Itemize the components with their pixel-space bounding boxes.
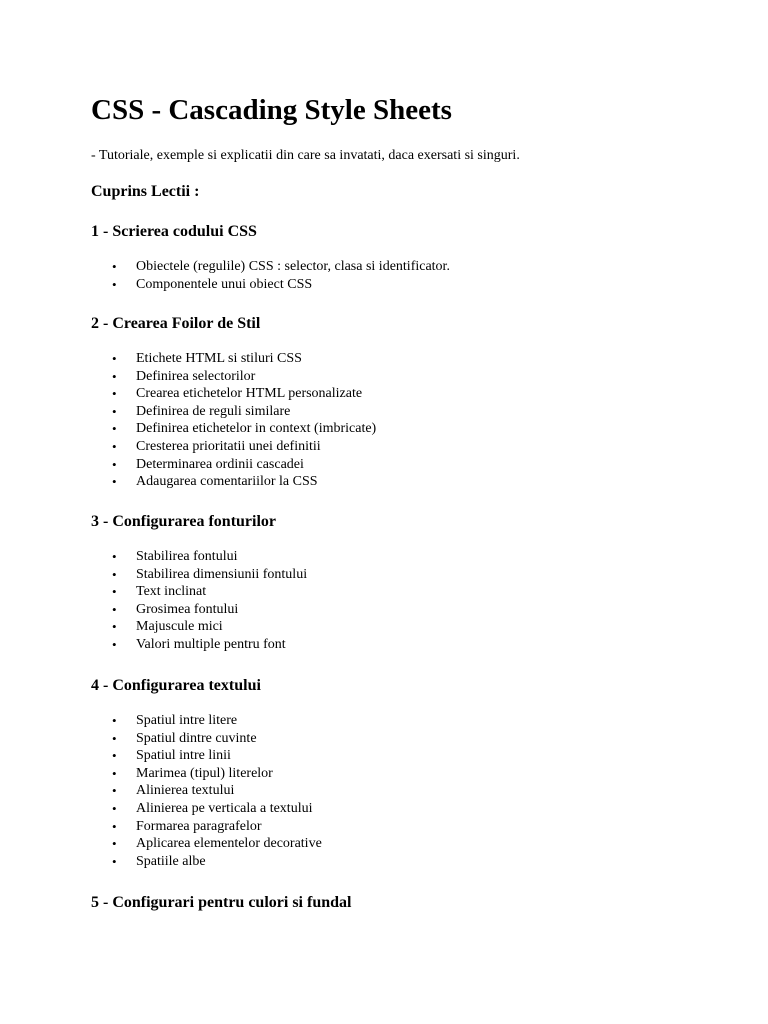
list-item (91, 712, 731, 730)
lesson-section-5 (91, 892, 731, 914)
list-item-label: Spatiul intre litere (136, 713, 238, 728)
list-item-label: Spatiile albe (136, 853, 206, 869)
list-item-label: Cresterea prioritatii unei definitii (136, 438, 321, 454)
list-item (91, 420, 731, 438)
bullet-icon: • (112, 351, 117, 366)
toc-title: Cuprins Lectii : (91, 183, 200, 200)
bullet-icon: • (112, 386, 117, 402)
list-item (91, 368, 731, 386)
list-item-label: Definirea etichetelor in context (imbricate) (136, 421, 377, 437)
list-item-label: Valori multiple pentru font (136, 636, 286, 652)
bullet-icon: • (112, 730, 117, 746)
lesson-list (91, 712, 731, 870)
list-item (91, 765, 731, 783)
list-item-label: Aplicarea elementelor decorative (136, 836, 322, 852)
bullet-icon: • (112, 421, 117, 437)
lesson-list (91, 258, 731, 293)
list-item-label: Crearea etichetelor HTML personalizate (136, 386, 363, 402)
list-item (91, 853, 731, 871)
bullet-icon: • (112, 549, 117, 564)
list-item (91, 747, 731, 765)
section-heading: 2 - Crearea Foilor de Stil (91, 315, 261, 332)
list-item-label: Marimea (tipul) literelor (136, 765, 273, 781)
bullet-icon: • (112, 474, 117, 490)
page-title: CSS - Cascading Style Sheets (91, 94, 452, 126)
bullet-icon: • (112, 584, 117, 600)
lesson-list (91, 350, 731, 491)
list-item-label: Adaugarea comentariilor la CSS (136, 474, 318, 490)
bullet-icon: • (112, 800, 117, 816)
bullet-icon: • (112, 456, 117, 472)
list-item (91, 548, 731, 566)
list-item-label: Formarea paragrafelor (136, 818, 262, 834)
list-item-label: Componentele unui obiect CSS (136, 276, 313, 292)
bullet-icon: • (112, 259, 117, 274)
list-item-label: Alinierea pe verticala a textului (136, 800, 313, 816)
list-item-label: Alinierea textului (136, 783, 235, 799)
bullet-icon: • (112, 601, 117, 617)
list-item-label: Stabilirea fontului (136, 549, 238, 564)
list-item (91, 818, 731, 836)
bullet-icon: • (112, 853, 117, 869)
list-item-label: Determinarea ordinii cascadei (136, 456, 304, 472)
list-item (91, 473, 731, 491)
bullet-icon: • (112, 636, 117, 652)
bullet-icon: • (112, 438, 117, 454)
list-item (91, 258, 731, 276)
bullet-icon: • (112, 566, 117, 582)
list-item (91, 583, 731, 601)
list-item (91, 276, 731, 294)
list-item (91, 403, 731, 421)
list-item (91, 636, 731, 654)
list-item (91, 800, 731, 818)
lesson-section-3 (91, 511, 731, 654)
list-item-label: Obiectele (regulile) CSS : selector, clasa si identificator. (136, 259, 450, 274)
bullet-icon: • (112, 619, 117, 635)
list-item-label: Stabilirea dimensiunii fontului (136, 566, 308, 582)
list-item-label: Text inclinat (136, 584, 207, 600)
section-heading: 5 - Configurari pentru culori si fundal (91, 894, 352, 911)
list-item-label: Grosimea fontului (136, 601, 239, 617)
bullet-icon: • (112, 403, 117, 419)
list-item-label: Majuscule mici (136, 619, 223, 635)
list-item (91, 456, 731, 474)
list-item (91, 835, 731, 853)
list-item-label: Definirea selectorilor (136, 368, 256, 384)
bullet-icon: • (112, 783, 117, 799)
lesson-section-1 (91, 221, 731, 293)
bullet-icon: • (112, 765, 117, 781)
bullet-icon: • (112, 276, 117, 292)
list-item (91, 566, 731, 584)
list-item (91, 601, 731, 619)
list-item-label: Spatiul intre linii (136, 748, 231, 764)
lesson-section-4 (91, 675, 731, 870)
intro-text: - Tutoriale, exemple si explicatii din care sa invatati, daca exersati si singuri. (91, 148, 520, 163)
list-item (91, 385, 731, 403)
list-item (91, 350, 731, 368)
list-item (91, 618, 731, 636)
lesson-list (91, 548, 731, 654)
bullet-icon: • (112, 818, 117, 834)
bullet-icon: • (112, 368, 117, 384)
bullet-icon: • (112, 836, 117, 852)
list-item (91, 782, 731, 800)
list-item-label: Definirea de reguli similare (136, 403, 291, 419)
list-item (91, 730, 731, 748)
list-item-label: Etichete HTML si stiluri CSS (136, 351, 302, 366)
bullet-icon: • (112, 748, 117, 764)
lesson-section-2 (91, 313, 731, 491)
list-item (91, 438, 731, 456)
section-heading: 3 - Configurarea fonturilor (91, 513, 277, 530)
section-heading: 1 - Scrierea codului CSS (91, 223, 257, 240)
section-heading: 4 - Configurarea textului (91, 677, 261, 694)
list-item-label: Spatiul dintre cuvinte (136, 730, 257, 746)
bullet-icon: • (112, 713, 117, 728)
